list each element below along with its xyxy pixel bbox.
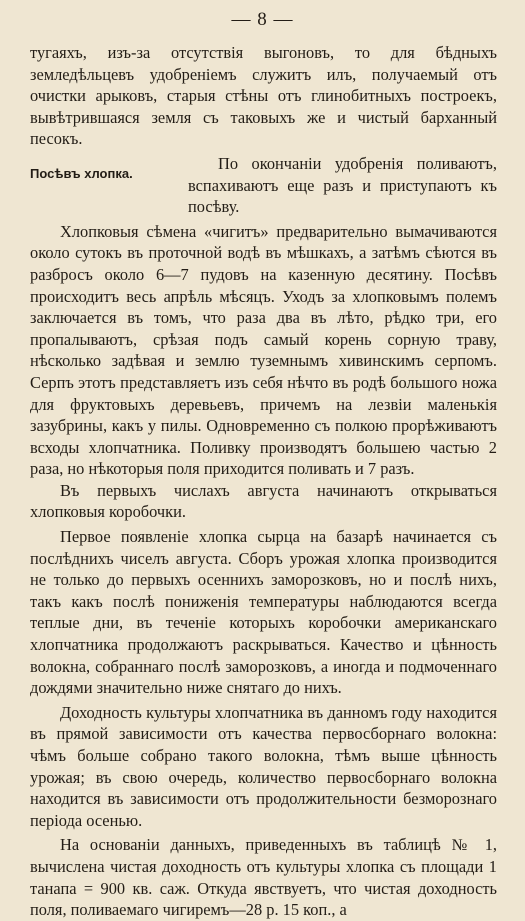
paragraph-continuation: тугаяхъ, изъ-за отсутствія выгоновъ, то для бѣдныхъ земледѣльцевъ удобреніемъ служитъ илъ, получаемый отъ очистки арыковъ, старыя стѣны отъ глинобитныхъ построекъ, вывѣтрившаяся земля съ таковыхъ же и чистый барханный песокъ. bbox=[30, 43, 497, 149]
paragraph-table-reference: На основаніи данныхъ, приведенныхъ въ таблицѣ № 1, вычислена чистая доходность отъ культуры хлопка съ площади 1 танапа = 900 кв. саж. Откуда явствуетъ, что чистая доходность поля, поливаемаго чигиремъ—28 р. 15 коп., а bbox=[30, 835, 497, 920]
paragraph-harvest: Первое появленіе хлопка сырца на базарѣ начинается съ послѣднихъ чиселъ августа. Сборъ урожая хлопка производится не только до первыхъ осеннихъ заморозковъ, но и послѣ нихъ, такъ какъ послѣ пониженія температуры наблюдаются всегда теплые дни, въ теченіе которыхъ коробочки американскаго хлопчатника продолжаютъ раскрываться. Качество и цѣнность волокна, собраннаго послѣ заморозковъ, а иногда и подмоченнаго дождями значительно ниже снятаго до нихъ. bbox=[30, 527, 497, 698]
side-paragraph bbox=[188, 153, 497, 218]
paragraph-seeds: Хлопковыя сѣмена «чигитъ» предварительно вымачиваются около сутокъ въ проточной водѣ въ мѣшкахъ, а затѣмъ сѣются въ разбросъ около 6—7 пудовъ на казенную десятину. Посѣвъ происходитъ весь апрѣль мѣсяцъ. Уходъ за хлопковымъ полемъ заключается въ томъ, что раза два въ лѣто, рѣдко три, его пропалываютъ, срѣзая подъ самый корень сорную траву, нѣсколько задѣвая и землю туземнымъ хивинскимъ серпомъ. Серпъ этотъ представляетъ изъ себя нѣчто въ родѣ большого ножа для фруктовыхъ деревьевъ, причемъ на лезвіи маленькія зазубрины, какъ у пилы. Одновременно съ полкою прорѣживаютъ всходы хлопчатника. Поливку производятъ большею частью 2 раза, но нѣкоторыя поля приходится поливать и 7 разъ. bbox=[30, 221, 497, 479]
text-body bbox=[30, 42, 497, 921]
side-heading: Посѣвъ хлопка. bbox=[30, 165, 133, 181]
paragraph-bolls: Въ первыхъ числахъ августа начинаютъ открываться хлопковыя коробочки. bbox=[30, 480, 497, 522]
paragraph-sowing-intro: По окончаніи удобренія поливаютъ, вспахиваютъ еще разъ и приступаютъ къ посѣву. bbox=[188, 153, 497, 217]
paragraph-profitability: Доходность культуры хлопчатника въ данномъ году находится въ прямой зависимости отъ качества первосборнаго волокна: чѣмъ больше собрано такого волокна, тѣмъ выше цѣнность урожая; въ свою очередь, количество первосборнаго волокна находится въ зависимости отъ продолжительности безморознаго періода осенью. bbox=[30, 702, 497, 830]
page-number: — 8 — bbox=[231, 9, 294, 30]
